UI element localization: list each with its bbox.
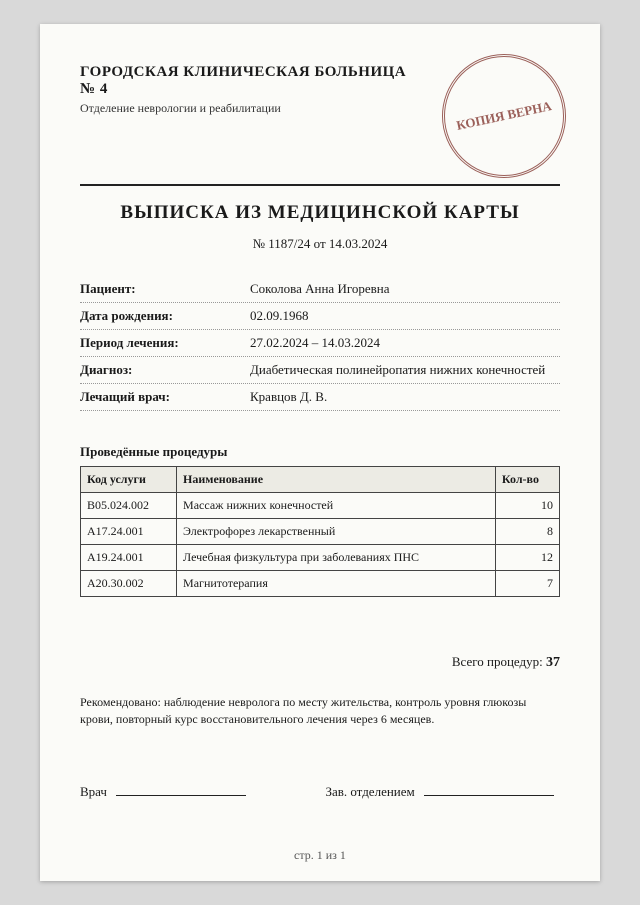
field-row <box>80 276 560 303</box>
patient-fields <box>80 276 560 411</box>
field-value: Соколова Анна Игоревна <box>250 281 390 296</box>
cell-name: Лечебная физкультура при заболеваниях ПНС <box>177 545 496 571</box>
field-label: Период лечения: <box>80 335 179 350</box>
table-row <box>81 493 560 519</box>
field-value: Кравцов Д. В. <box>250 389 328 404</box>
stamp-text: КОПИЯ ВЕРНА <box>454 97 553 133</box>
cell-code: A17.24.001 <box>81 519 177 545</box>
field-label: Дата рождения: <box>80 308 173 323</box>
field-row <box>80 330 560 357</box>
procedures-table <box>80 466 560 597</box>
cell-count: 12 <box>495 545 559 571</box>
column-header-code: Код услуги <box>81 467 177 493</box>
page-number: стр. 1 из 1 <box>294 848 346 862</box>
field-label: Лечащий врач: <box>80 389 170 404</box>
cell-count: 8 <box>495 519 559 545</box>
header-divider <box>80 184 560 186</box>
doctor-signature <box>80 784 252 800</box>
field-label: Диагноз: <box>80 362 133 377</box>
cell-name: Электрофорез лекарственный <box>177 519 496 545</box>
document-sheet <box>40 24 600 881</box>
table-row <box>81 545 560 571</box>
recommendations-text: Рекомендовано: наблюдение невролога по месту жительства, контроль уровня глюкозы крови, повторный курс восстановительного лечения через 6 месяцев. <box>80 695 527 727</box>
document-number: № 1187/24 от 14.03.2024 <box>252 236 388 251</box>
table-row <box>81 571 560 597</box>
total-label: Всего процедур: <box>451 654 543 669</box>
procedures-caption: Проведённые процедуры <box>80 444 228 459</box>
head-signature <box>325 784 560 800</box>
field-value: 02.09.1968 <box>250 308 309 323</box>
certification-stamp <box>430 42 577 189</box>
head-signature-label: Зав. отделением <box>325 784 415 799</box>
cell-count: 10 <box>495 493 559 519</box>
department-name: Отделение неврологии и реабилитации <box>80 101 281 115</box>
procedures-total <box>80 654 560 671</box>
table-header-row <box>81 467 560 493</box>
document-header <box>80 64 410 116</box>
signature-block <box>80 784 560 800</box>
field-row <box>80 303 560 330</box>
field-row <box>80 357 560 384</box>
cell-name: Массаж нижних конечностей <box>177 493 496 519</box>
field-row <box>80 384 560 411</box>
total-value: 37 <box>546 655 560 670</box>
cell-count: 7 <box>495 571 559 597</box>
signature-line <box>116 795 246 796</box>
table-row <box>81 519 560 545</box>
document-title: ВЫПИСКА ИЗ МЕДИЦИНСКОЙ КАРТЫ <box>120 202 520 223</box>
cell-code: A19.24.001 <box>81 545 177 571</box>
cell-name: Магнитотерапия <box>177 571 496 597</box>
cell-code: A20.30.002 <box>81 571 177 597</box>
field-value: Диабетическая полинейропатия нижних конечностей <box>250 362 546 377</box>
column-header-count: Кол-во <box>495 467 559 493</box>
field-label: Пациент: <box>80 281 136 296</box>
procedures-section <box>80 444 560 597</box>
organization-name: ГОРОДСКАЯ КЛИНИЧЕСКАЯ БОЛЬНИЦА № 4 <box>80 64 407 97</box>
field-value: 27.02.2024 – 14.03.2024 <box>250 335 380 350</box>
signature-line <box>424 795 554 796</box>
column-header-name: Наименование <box>177 467 496 493</box>
cell-code: B05.024.002 <box>81 493 177 519</box>
doctor-signature-label: Врач <box>80 784 107 799</box>
